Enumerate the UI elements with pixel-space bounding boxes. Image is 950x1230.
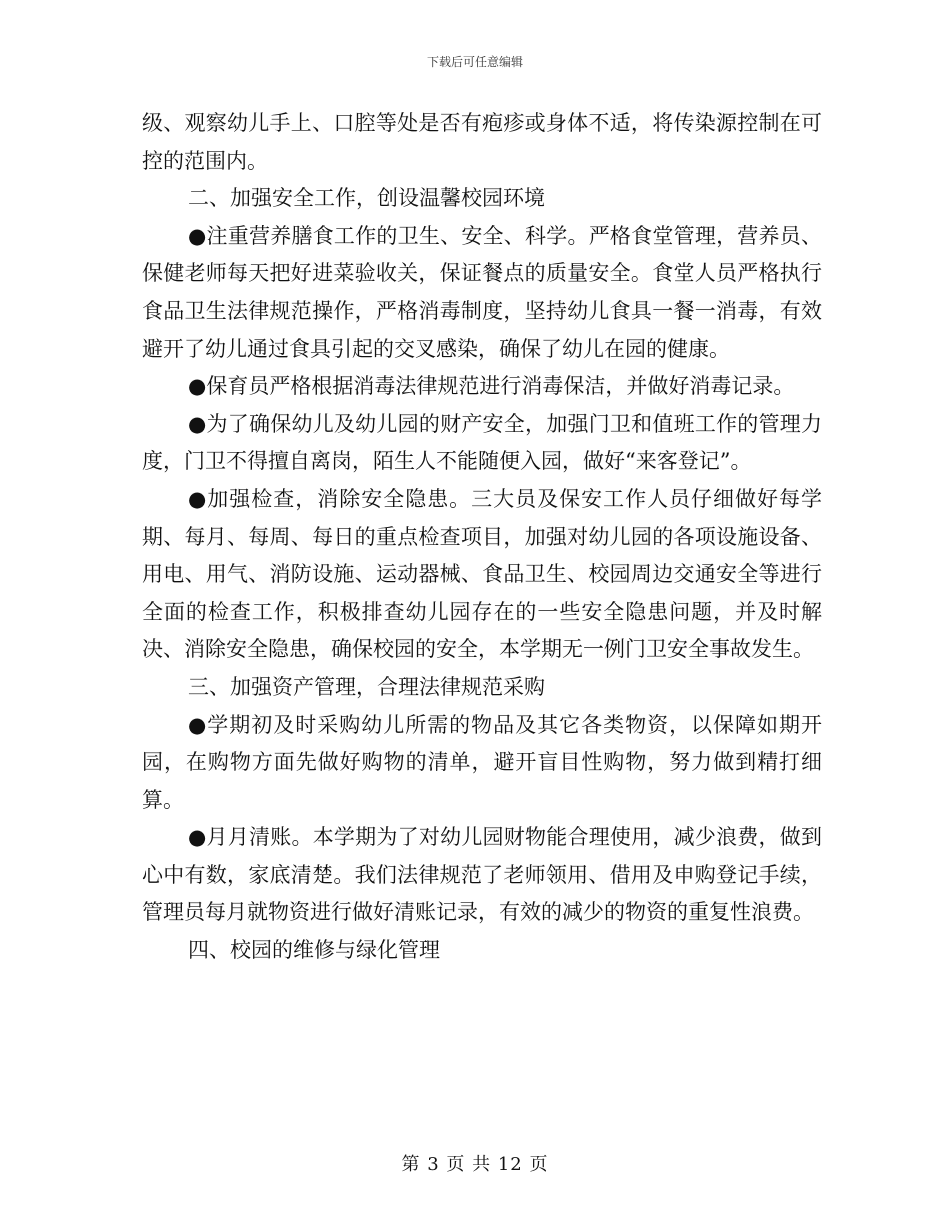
paragraph-procurement: ●学期初及时采购幼儿所需的物品及其它各类物资，以保障如期开园，在购物方面先做好购物的清单，避开盲目性购物，努力做到精打细算。 — [142, 712, 822, 812]
section-heading-safety: 二、加强安全工作，创设温馨校园环境 — [188, 186, 545, 211]
document-body — [142, 105, 822, 970]
paragraph-guard-duty: ●为了确保幼儿及幼儿园的财产安全，加强门卫和值班工作的管理力度，门卫不得擅自离岗，陌生人不能随便入园，做好“来客登记”。 — [142, 411, 822, 474]
page-header-note: 下载后可任意编辑 — [426, 55, 523, 69]
paragraph-inspection: ●加强检查，消除安全隐患。三大员及保安工作人员仔细做好每学期、每月、每周、每日的重点检查项目，加强对幼儿园的各项设施设备、用电、用气、消防设施、运动器械、食品卫生、校园周边交通安全等进行全面的检查工作，积极排查幼儿园存在的一些安全隐患问题，并及时解决、消除安全隐患，确保校园的安全，本学期无一例门卫安全事故发生。 — [142, 486, 822, 662]
paragraph-monthly-accounts: ●月月清账。本学期为了对幼儿园财物能合理使用，减少浪费，做到心中有数，家底清楚。我们法律规范了老师领用、借用及申购登记手续，管理员每月就物资进行做好清账记录，有效的减少的物资的重复性浪费。 — [142, 825, 822, 925]
page-number: 第 3 页 共 12 页 — [401, 1154, 549, 1175]
section-heading-assets: 三、加强资产管理，合理法律规范采购 — [188, 674, 545, 699]
paragraph-nutrition: ●注重营养膳食工作的卫生、安全、科学。严格食堂管理，营养员、保健老师每天把好进菜验收关，保证餐点的质量安全。食堂人员严格执行食品卫生法律规范操作，严格消毒制度，坚持幼儿食具一餐一消毒，有效避开了幼儿通过食具引起的交叉感染，确保了幼儿在园的健康。 — [142, 223, 822, 361]
paragraph-disinfection: ●保育员严格根据消毒法律规范进行消毒保洁，并做好消毒记录。 — [188, 374, 795, 399]
paragraph-continuation: 级、观察幼儿手上、口腔等处是否有疱疹或身体不适，将传染源控制在可控的范围内。 — [142, 111, 822, 173]
section-heading-maintenance: 四、校园的维修与绿化管理 — [188, 938, 440, 963]
